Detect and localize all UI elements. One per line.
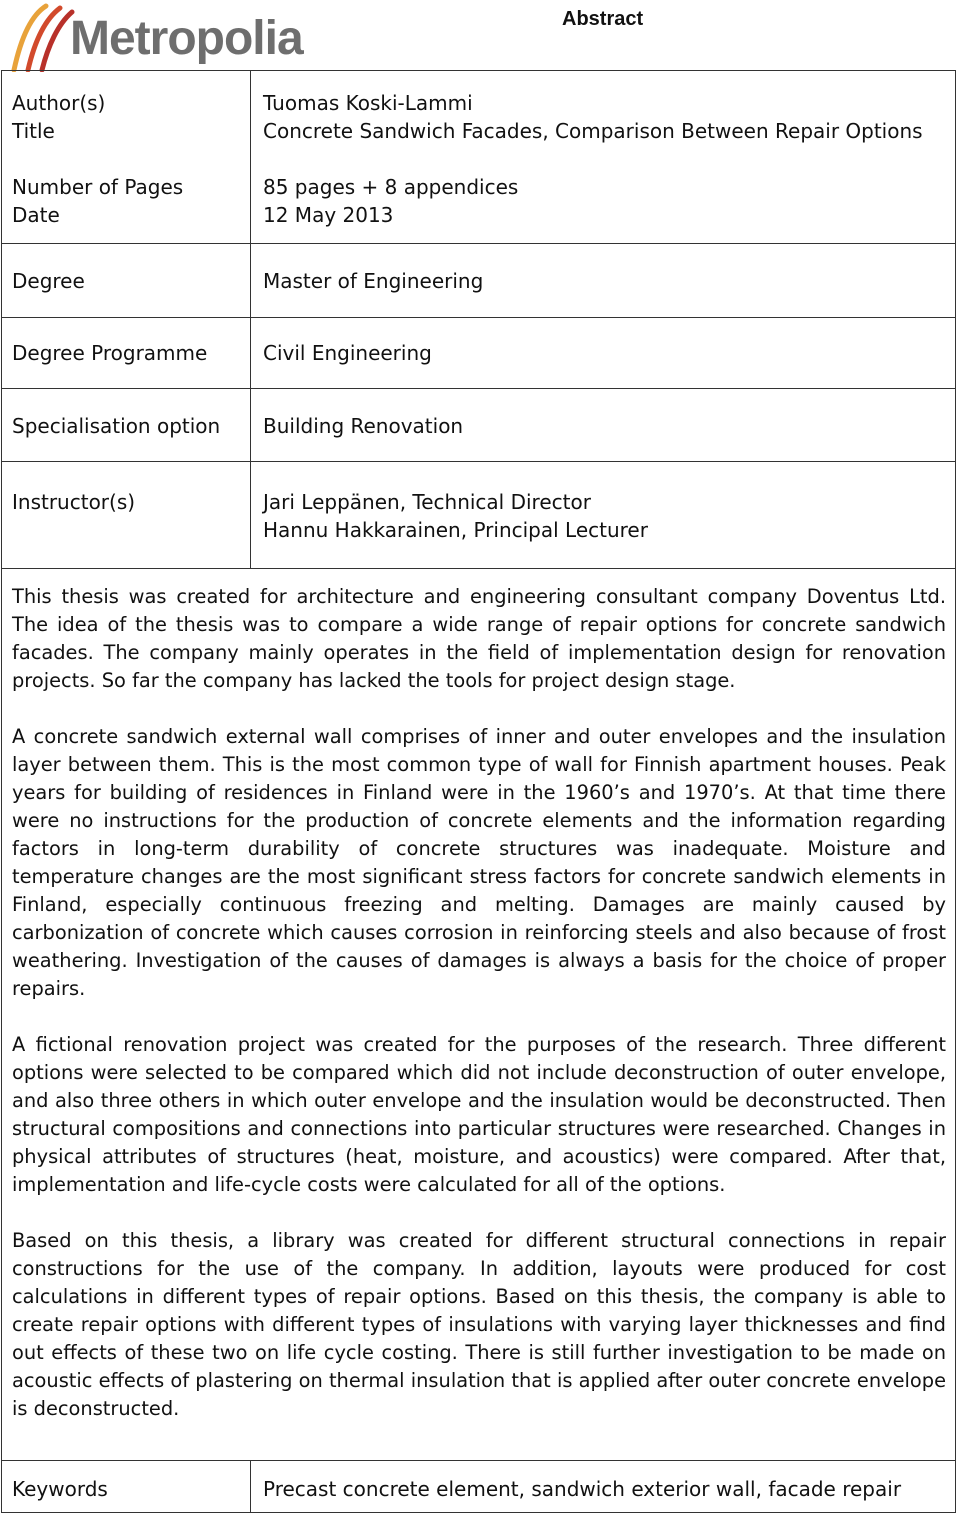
programme-value: Civil Engineering [263,341,432,365]
specialisation-value: Building Renovation [263,414,464,438]
instructor-1: Jari Leppänen, Technical Director [263,490,591,514]
row-divider [1,317,956,318]
date-label: Date [12,203,60,227]
title-label: Title [12,119,55,143]
abstract-paragraph: A concrete sandwich external wall comprises of inner and outer envelopes and the insulation layer between them. This is the most common type of wall for Finnish apartment houses. Peak years for building of residences in Finland were in the 1960’s and 1970’s. At that time there were no instructions for the production of concrete elements and the information regarding factors in long-term durability of concrete structures was inadequate. Moisture and temperature changes are the most significant stress factors for concrete sandwich elements in Finland, especially continuous freezing and melting. Damages are mainly caused by carbonization of concrete which causes corrosion in reinforcing steels and also because of frost weathering. Investigation of the causes of damages is always a basis for the choice of proper repairs. [12,725,946,1000]
author-value: Tuomas Koski-Lammi [263,91,473,115]
degree-label: Degree [12,269,85,293]
keywords-value: Precast concrete element, sandwich exterior wall, facade repair [263,1477,902,1501]
row-divider [1,461,956,462]
instructor-2: Hannu Hakkarainen, Principal Lecturer [263,518,648,542]
abstract-paragraph: This thesis was created for architecture and engineering consultant company Doventus Ltd. The idea of the thesis was to compare a wide range of repair options for concrete sandwich facades. The company mainly operates in the field of implementation design for renovation projects. So far the company has lacked the tools for project design stage. [12,585,946,692]
date-value: 12 May 2013 [263,203,394,227]
keywords-label: Keywords [12,1477,108,1501]
row-divider [1,388,956,389]
title-value: Concrete Sandwich Facades, Comparison Between Repair Options [263,119,923,143]
row-divider [1,1460,956,1461]
instructors-label: Instructor(s) [12,490,136,514]
abstract-heading: Abstract [562,8,644,30]
degree-value: Master of Engineering [263,269,484,293]
column-divider [250,70,251,568]
abstract-body [12,583,946,1423]
specialisation-label: Specialisation option [12,414,221,438]
logo-wordmark: Metropolia [70,12,303,65]
programme-label: Degree Programme [12,341,208,365]
pages-label: Number of Pages [12,175,184,199]
abstract-paragraph: Based on this thesis, a library was created for different structural connections in repair constructions for the use of the company. In addition, layouts were produced for cost calculations in different types of repair options. Based on this thesis, the company is able to create repair options with different types of insulations with varying layer thicknesses and find out effects of these two on life cycle costing. There is still further investigation to be made on acoustic effects of plastering on thermal insulation that is applied after outer concrete envelope is deconstructed. [12,1229,946,1420]
pages-value: 85 pages + 8 appendices [263,175,519,199]
metropolia-logo [6,2,326,72]
logo-stripes-icon [6,2,76,72]
abstract-paragraph: A fictional renovation project was created for the purposes of the research. Three different options were selected to be compared which did not include deconstruction of outer envelope, and also three others in which outer envelope and the insulation would be deconstructed. Then structural compositions and connections into particular structures were researched. Changes in physical attributes of structures (heat, moisture, and acoustics) were compared. After that, implementation and life-cycle costs were calculated for all of the options. [12,1033,946,1196]
row-divider [1,243,956,244]
column-divider [250,1460,251,1513]
author-label: Author(s) [12,91,106,115]
row-divider [1,568,956,569]
